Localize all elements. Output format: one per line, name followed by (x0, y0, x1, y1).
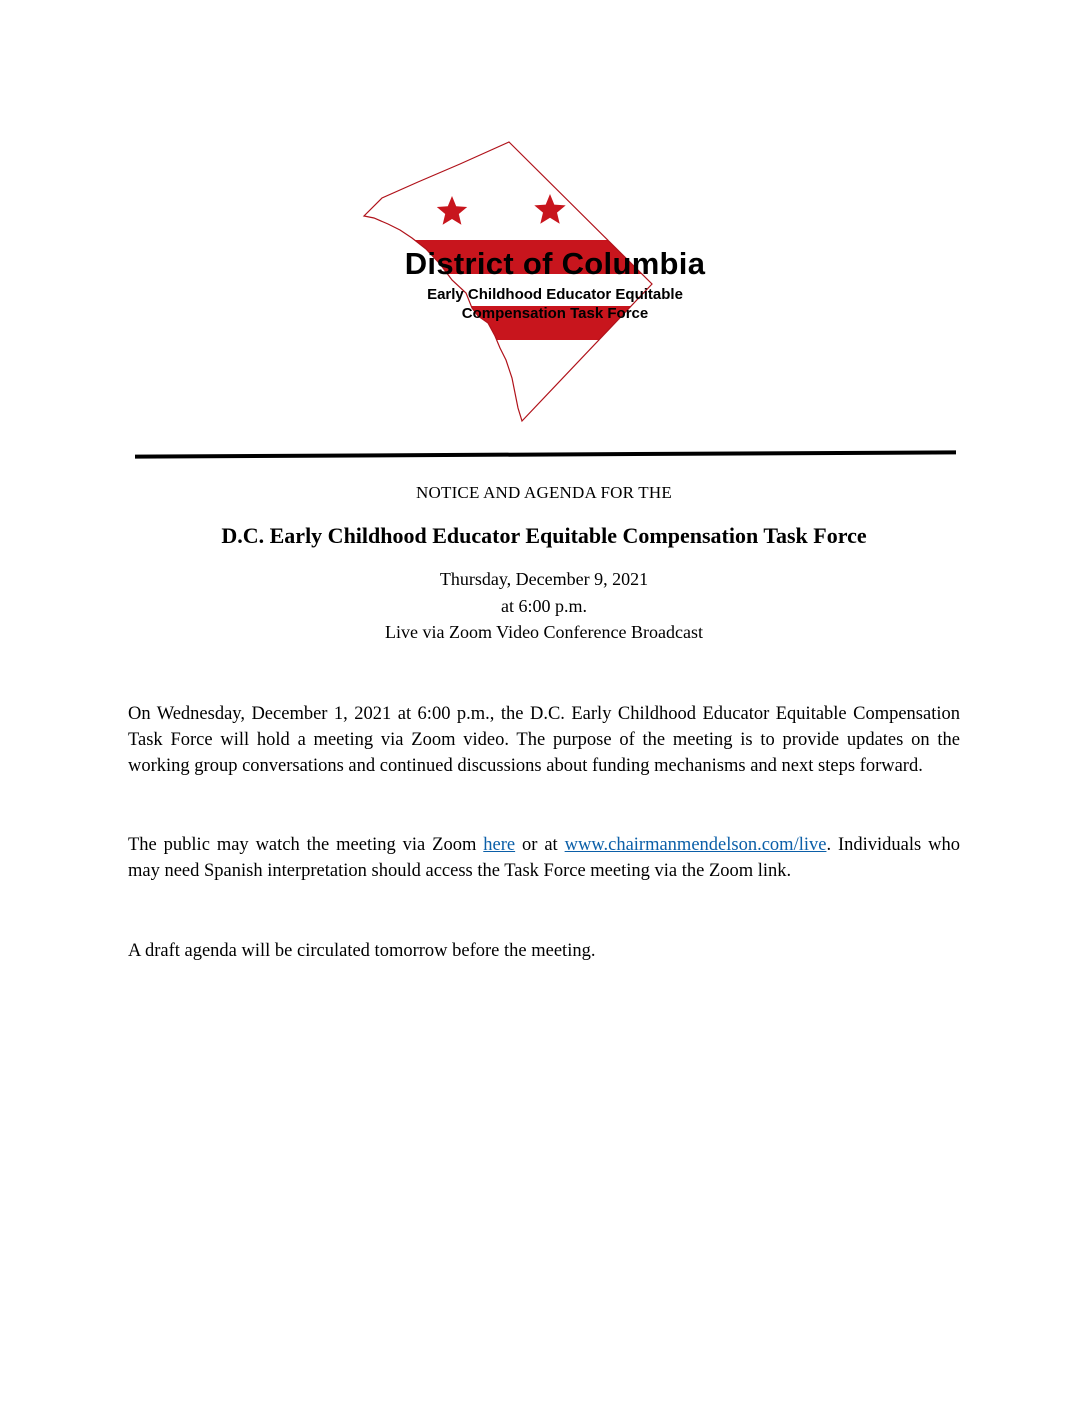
draft-agenda-paragraph: A draft agenda will be circulated tomorrow before the meeting. (128, 941, 596, 961)
logo-subtitle-line1: Early Childhood Educator Equitable (427, 286, 683, 303)
viewing-info-text: or at (515, 835, 565, 855)
viewing-info-text: The public may watch the meeting via Zoom (128, 835, 484, 855)
meeting-venue: Live via Zoom Video Conference Broadcast (385, 622, 703, 642)
logo-subtitle-line2: Compensation Task Force (461, 305, 649, 322)
dc-task-force-logo (360, 138, 750, 428)
meeting-purpose-paragraph: On Wednesday, December 1, 2021 at 6:00 p.m., the D.C. Early Childhood Educator Equitable Compensation Task Force will hold a meeting via Zoom video. The purpose of the meeting is to provide updates on the working group conversations and continued discussions about funding mechanisms and next steps forward. (128, 704, 960, 776)
viewing-info-paragraph (128, 832, 960, 884)
viewing-info-text: . Individuals who may need Spanish interpretation should access the Task Force meeting via the Zoom link. (128, 835, 960, 881)
task-force-title: D.C. Early Childhood Educator Equitable Compensation Task Force (221, 523, 867, 548)
dc-map-flag-graphic (360, 138, 750, 428)
chairman-live-link[interactable]: www.chairmanmendelson.com/live (564, 835, 827, 855)
meeting-date: Thursday, December 9, 2021 (439, 569, 649, 589)
logo-title: District of Columbia (404, 246, 706, 281)
header-divider (0, 445, 1088, 465)
zoom-here-link[interactable]: here (483, 835, 516, 855)
meeting-time: at 6:00 p.m. (501, 596, 587, 616)
notice-heading: NOTICE AND AGENDA FOR THE (416, 483, 672, 502)
